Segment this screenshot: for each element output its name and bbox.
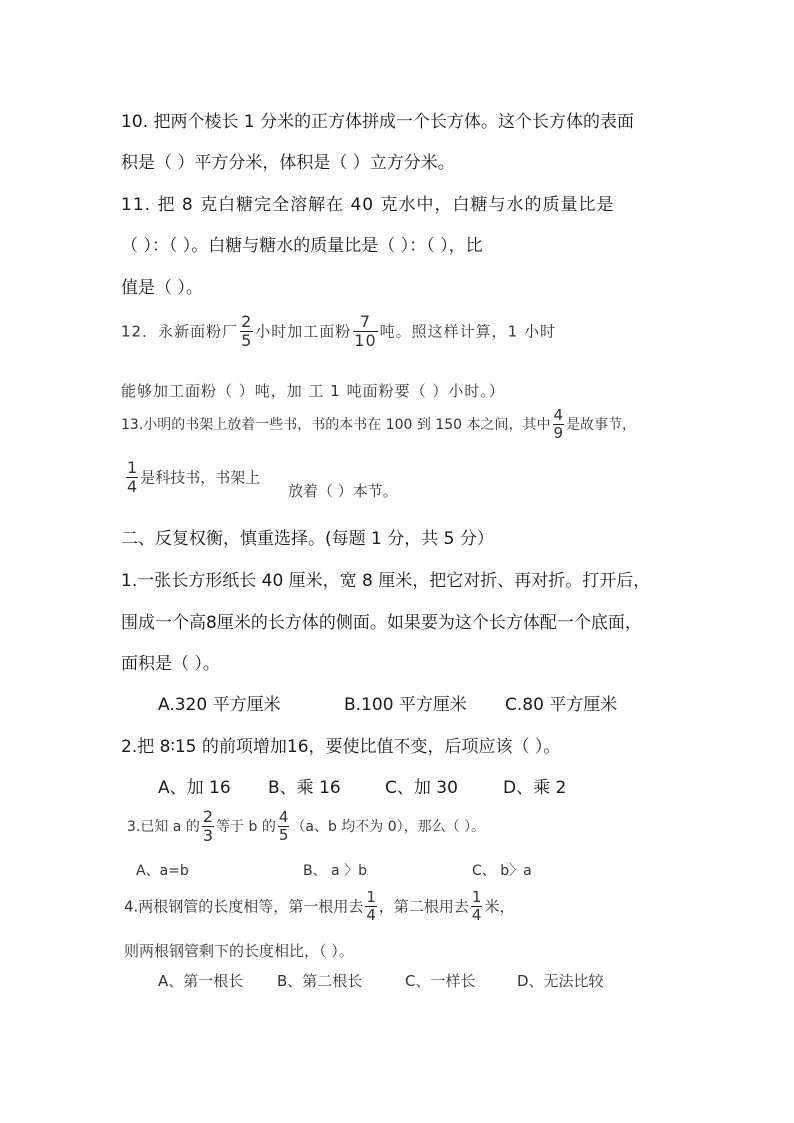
mc2-option-d[interactable]: D、乘 2	[503, 778, 567, 798]
mc1-option-a[interactable]: A.320 平方厘米	[158, 695, 281, 715]
mc4-line1	[124, 889, 514, 925]
mc1-option-c[interactable]: C.80 平方厘米	[505, 695, 618, 715]
q11-line2: （ ）：（ ）。白糖与糖水的质量比是（ ）：（ ），比	[121, 236, 483, 256]
mc4-text-post: 米，	[484, 897, 515, 916]
mc2-option-b[interactable]: B、乘 16	[268, 778, 341, 798]
q12-line2: 能够加工面粉（ ）吨，加 工 1 吨面粉要（ ）小时。）	[121, 382, 505, 400]
q13-text-pre: 13.小明的书架上放着一些书，书的本书在 100 到 150 本之间，其中	[121, 416, 551, 433]
mc4-option-b[interactable]: B、第二根长	[277, 972, 363, 990]
q13-frac2-denominator: 4	[127, 477, 138, 497]
q13-text-2a: 是科技书，书架上	[140, 468, 261, 487]
mc1-option-b[interactable]: B.100 平方厘米	[344, 695, 467, 715]
mc3-fraction-1	[202, 808, 214, 846]
q13-text-post: 是故事节，	[566, 416, 637, 433]
q12-text-post: 吨。照这样计算，1 小时	[379, 322, 556, 341]
mc4-text-mid: ，第二根用去	[378, 897, 469, 916]
q13-fraction-1	[553, 407, 565, 443]
q12-frac1-numerator: 2	[241, 312, 253, 331]
mc4-option-d[interactable]: D、无法比较	[517, 972, 604, 990]
mc3-line1	[127, 808, 485, 846]
mc4-option-a[interactable]: A、第一根长	[158, 972, 244, 990]
q13-line1	[121, 407, 636, 443]
mc3-frac2-denominator: 5	[278, 826, 289, 845]
mc4-text-pre: 4.两根钢管的长度相等，第一根用去	[124, 897, 364, 916]
mc4-frac2-denominator: 4	[471, 906, 482, 925]
mc3-frac1-numerator: 2	[202, 807, 214, 826]
q12-line1	[121, 313, 556, 351]
mc3-text-post: （a、b 均不为 0），那么（ ）。	[291, 818, 486, 835]
mc3-option-a[interactable]: A、a=b	[136, 863, 189, 879]
mc4-frac1-denominator: 4	[366, 906, 376, 925]
mc3-fraction-2	[278, 809, 290, 845]
mc3-option-c[interactable]: C、 b〉a	[472, 863, 532, 879]
q13-fraction-2	[126, 459, 138, 497]
q13-line2	[124, 459, 260, 497]
mc4-fraction-2	[471, 889, 483, 925]
mc3-frac2-numerator: 4	[278, 808, 289, 827]
mc4-line2: 则两根钢管剩下的长度相比，（ ）。	[124, 942, 354, 960]
section-2-heading: 二、反复权衡，慎重选择。(每题 1 分，共 5 分）	[121, 529, 494, 549]
q12-fraction-1	[240, 313, 253, 351]
mc3-text-mid: 等于 b 的	[216, 818, 276, 835]
q13-frac1-numerator: 4	[553, 406, 564, 424]
q13-frac2-numerator: 1	[127, 458, 138, 477]
mc3-text-pre: 3.已知 a 的	[127, 818, 200, 835]
q12-text-pre: 12．永新面粉厂	[121, 322, 239, 341]
mc1-line2: 围成一个高8厘米的长方体的侧面。如果要为这个长方体配一个底面，	[121, 613, 642, 633]
mc2-line1: 2.把 8∶15 的前项增加16，要使比值不变，后项应该（ ）。	[121, 737, 561, 757]
q12-frac1-denominator: 5	[241, 331, 253, 351]
q12-text-mid: 小时加工面粉	[255, 322, 352, 341]
mc1-line3: 面积是（ ）。	[121, 654, 220, 674]
mc2-option-c[interactable]: C、加 30	[385, 778, 458, 798]
mc4-option-c[interactable]: C、一样长	[405, 972, 476, 990]
mc4-frac2-numerator: 1	[471, 888, 482, 906]
mc1-line1: 1.一张长方形纸长 40 厘米，宽 8 厘米，把它对折、再对折。打开后，	[121, 571, 651, 591]
mc4-fraction-1	[365, 889, 377, 925]
mc2-option-a[interactable]: A、加 16	[158, 778, 231, 798]
q13-frac1-denominator: 9	[553, 424, 564, 443]
q11-line1: 11. 把 8 克白糖完全溶解在 40 克水中，白糖与水的质量比是	[121, 195, 615, 215]
mc4-frac1-numerator: 1	[366, 888, 376, 906]
mc3-option-b[interactable]: B、 a 〉b	[303, 863, 367, 879]
q10-line2: 积是（ ）平方分米，体积是（ ）立方分米。	[121, 153, 455, 173]
q12-frac2-numerator: 7	[353, 313, 377, 332]
q10-line1: 10. 把两个棱长 1 分米的正方体拼成一个长方体。这个长方体的表面	[121, 112, 635, 132]
q13-text-2b: 放着（ ）本节。	[288, 482, 398, 500]
q12-frac2-denominator: 10	[354, 331, 377, 351]
q12-fraction-2	[353, 313, 377, 351]
mc3-frac1-denominator: 3	[202, 826, 214, 846]
q11-line3: 值是（ ）。	[121, 278, 203, 298]
